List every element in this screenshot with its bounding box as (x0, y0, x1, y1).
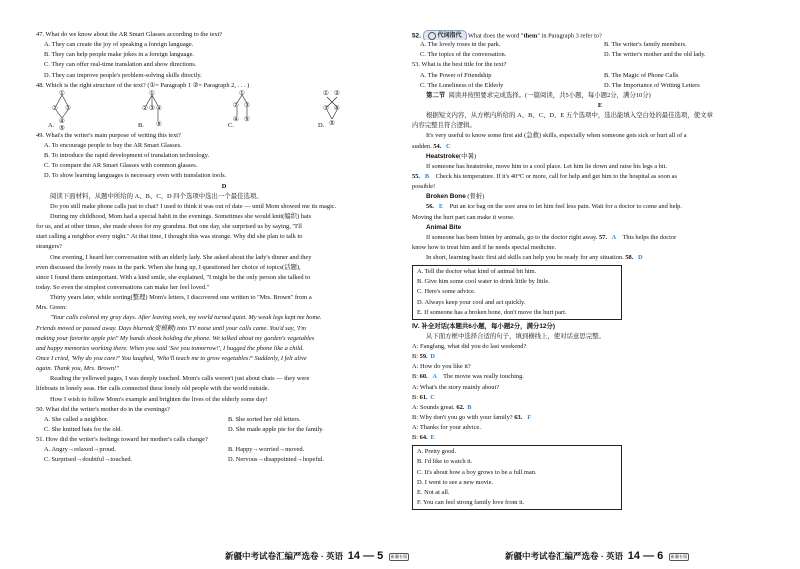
passage-e-text: Put an ice bag on the sore area to let him feel less pain. Wait for a doctor to come and help. (448, 203, 682, 211)
blank-56-number: 56. (426, 203, 434, 211)
passage-e-line: know how to treat him and if he needs special medicine. (412, 243, 556, 251)
section2-header (412, 91, 788, 101)
q53-option-c: C. The Loneliness of the Elderly (420, 81, 504, 89)
edition-stamp: 新疆专版 (390, 553, 408, 559)
footer-title: 新疆中考试卷汇编严选卷 · 英语 (505, 551, 624, 561)
q52-option-b: B. The writer's family members. (604, 41, 687, 49)
diagram-b-label: B. (138, 121, 144, 129)
passage-e-text: sudden. (412, 142, 434, 150)
q53-option-d: D. The Importance of Writing Letters (604, 81, 700, 89)
q53-option-b: B. The Magic of Phone Calls (604, 71, 679, 79)
q49-option-c: C. To compare the AR Smart Glasses with common glasses. (44, 162, 198, 170)
section2-directions: 根据短文内容，从方框内所给的 A、B、C、D、E 五个选项中，选出能填入空白处的最佳选项，使文章 (426, 112, 713, 120)
diagram-a-node: ⑤ (59, 124, 65, 132)
diagram-b-node: ④ (156, 104, 162, 112)
part4-title: Ⅳ. 补全对话(本题共6小题，每小题2分，满分12分) (412, 322, 555, 330)
subheading-animal-bite: Animal Bite (426, 223, 462, 231)
q47-option-b: B. They can help people make jokes in a foreign language. (44, 51, 195, 59)
diagram-c-node: ③ (244, 101, 250, 109)
passage-e-line (412, 142, 788, 152)
edition-stamp: 新疆专版 (670, 553, 688, 559)
blank-62-number: 62. (456, 403, 465, 411)
passage-e-line (412, 172, 788, 182)
letter-line: making your favorite apple pie!' My hands shook holding the phone. We talked about my garden's vegetables (36, 334, 315, 342)
q50-option-a: A. She called a neighbor. (44, 415, 109, 423)
right-page (412, 30, 788, 512)
dialogue-line: A: What's the story mainly about? (412, 383, 500, 391)
blank-64-number: 64. (419, 434, 428, 442)
q53-stem: 53. What is the best title for the text? (412, 61, 507, 69)
passage-e-line: possible! (412, 183, 436, 191)
speaker: B: (412, 393, 420, 401)
q50-option-c: C. She knitted hats for the old. (44, 425, 123, 433)
diagram-d-node: ⑤ (329, 119, 335, 127)
blank-62-answer: B (464, 403, 474, 413)
blank-56-answer: E (434, 202, 448, 212)
subheading-text: Heatstroke (426, 152, 460, 160)
diagram-b-node: ③ (149, 104, 155, 112)
diagram-a (48, 91, 138, 131)
diagram-c-node: ⑤ (244, 115, 250, 123)
passage-e-line (412, 253, 788, 263)
q51-option-b: B. Happy→worried→moved. (228, 446, 305, 454)
q51-option-a: A. Angry→relaxed→proud. (44, 446, 116, 454)
passage-e-line (412, 202, 788, 212)
footer-title: 新疆中考试卷汇编严选卷 · 英语 (225, 551, 344, 561)
passage-d-line: since I found them unimportant. With a kind smile, she explained, "I might be the only person she talked to (36, 273, 311, 281)
passage-d-line: One evening, I heard her conversation with an elderly lady. She asked about the lady's dinner and they (50, 253, 312, 261)
q52-option-d: D. The writer's mother and the old lady. (604, 51, 706, 59)
blank-58-answer: D (633, 253, 647, 263)
q49-option-b: B. To introduce the rapid development of translation technology. (44, 152, 210, 160)
diagram-b-node: ① (149, 89, 155, 97)
dialogue-line (412, 372, 788, 382)
q53-options-row (412, 81, 788, 91)
box-option: D. Always keep your cool and act quickly. (417, 298, 526, 306)
diagram-c-node: ① (239, 89, 245, 97)
footer-left (225, 550, 409, 562)
left-page (36, 30, 412, 465)
diagram-a-node: ② (52, 104, 58, 112)
dialogue-line (412, 403, 788, 413)
diagram-b (138, 91, 228, 131)
blank-63-number: 63. (514, 413, 523, 421)
section-d-letter: D (221, 182, 227, 190)
section2-instruction: 阅读并按照要求完成选择。(一篇阅读，共5小题，每小题2分，满分10分) (448, 91, 651, 99)
q50-options-row (36, 425, 412, 435)
q52-options-row (412, 50, 788, 60)
subheading-heatstroke (412, 152, 788, 162)
passage-e-text: In short, learning basic first aid skills can help you be ready for any situation. (426, 254, 626, 262)
diagram-c-lines (228, 91, 318, 131)
dialogue-line (412, 413, 788, 423)
diagram-d-node: ④ (334, 104, 340, 112)
blank-60-number: 60. (419, 373, 428, 381)
speaker: B: (412, 434, 420, 442)
subheading-gloss: (骨折) (467, 193, 485, 201)
passage-e-text: If someone has been bitten by animals, go to the doctor right away. (426, 233, 599, 241)
passage-e-line: If someone has heatstroke, move him to a cool place. Let him lie down and raise his legs a bit. (426, 162, 668, 170)
blank-55-answer: B (420, 172, 434, 182)
box-option: D. I went to see a new movie. (417, 478, 494, 486)
keyword: them (523, 32, 538, 40)
passage-e-line (412, 233, 788, 243)
passage-d-line: During my childhood, Mom had a special habit in the evenings. Sometimes she would knit(编织) hats (50, 212, 312, 220)
q52-option-a: A. The lovely roses in the park. (420, 41, 501, 49)
dialogue-text: B: Why don't you go with your family? (412, 413, 515, 421)
diagram-a-node: ④ (59, 117, 65, 125)
passage-d-line: Reading the yellowed pages, I was deeply touched. Mom's calls weren't just about chats — they were (50, 375, 310, 383)
part4-instruction: 从下面方框中选择合适的句子，填到横线上，使对话意思完整。 (426, 332, 605, 340)
q50-option-b: B. She sorted her old letters. (228, 415, 301, 423)
diagram-d (318, 91, 408, 131)
dialogue-line: A: Fangfang, what did you do last weekend? (412, 342, 527, 350)
page-number: 14 — 5 (347, 550, 384, 562)
diagram-d-node: ③ (323, 104, 329, 112)
diagram-a-node: ③ (65, 104, 71, 112)
dialogue-text: The movie was really touching. (441, 373, 524, 381)
box-option: B. I'd like to watch it. (417, 458, 473, 466)
section-e-letter: E (597, 101, 603, 109)
q52-stem-text: What does the word " (466, 32, 524, 40)
tag-label: 代词指代 (437, 33, 462, 39)
passage-e-line: It's very useful to know some first aid (急救) skills, especially when someone gets sick or hurt all of a (426, 132, 687, 140)
passage-e-text: This helps the doctor (620, 233, 677, 241)
blank-64-answer: E (428, 433, 438, 443)
q50-stem: 50. What did the writer's mother do in the evenings? (36, 405, 170, 413)
q52-stem-text: " in Paragraph 3 refer to? (537, 32, 602, 40)
blank-59-number: 59. (419, 353, 428, 361)
diagram-d-node: ① (323, 89, 329, 97)
q50-options-row (36, 415, 412, 425)
q49-stem: 49. What's the writer's main purpose of writing this text? (36, 131, 181, 139)
diagram-c (228, 91, 318, 131)
passage-d-line: strangers? (36, 243, 62, 251)
q52-stem (412, 30, 788, 40)
dialogue-line: A: How do you like it? (412, 363, 471, 371)
q53-option-a: A. The Power of Friendship (420, 71, 492, 79)
blank-59-answer: D (428, 352, 438, 362)
blank-57-answer: A (607, 233, 621, 243)
blank-61-answer: C (428, 393, 438, 403)
passage-d-line: today. So even the simplest conversations can make her feel loved." (36, 283, 210, 291)
dialogue-line (412, 433, 788, 443)
blank-58-number: 58. (625, 254, 634, 262)
tag-icon (428, 32, 436, 40)
subheading-broken-bone (412, 192, 788, 202)
blank-61-number: 61. (419, 393, 428, 401)
diagram-c-node: ④ (233, 115, 239, 123)
speaker: B: (412, 373, 420, 381)
subheading-text: Broken Bone (426, 193, 466, 201)
passage-d-line: Do you still make phone calls just to chat? I used to think it was out of date — until Mom showed me its magic. (50, 202, 337, 210)
passage-d-line: lifeboats in lonely seas. Her calls connected these lonely old people with the world outside. (36, 385, 270, 393)
q47-option-d: D. They can improve people's problem-solving skills directly. (44, 71, 202, 79)
passage-d-line: even discussed the lovely roses in the park. When she hung up, I questioned her choice of topics(话题), (36, 263, 301, 271)
q50-option-d: D. She made apple pie for the family. (228, 425, 324, 433)
passage-e-line: Moving the hurt part can make it worse. (412, 213, 515, 221)
letter-line: and happy memories working there. When you said 'See you tomorrow!', I hugged the phone like a child. (36, 344, 304, 352)
q51-option-d: D. Nervous→disappointed→hopeful. (228, 456, 325, 464)
subheading-gloss: (中暑) (459, 152, 477, 160)
letter-line: "Your calls colored my gray days. After leaving work, my world turned quiet. My weak legs kept me home. (50, 314, 322, 322)
box-option: E. Not at all. (417, 488, 450, 496)
options-box-e (412, 265, 622, 319)
blank-54-number: 54. (433, 142, 442, 150)
section2-label: 第二节 (426, 91, 446, 99)
box-option: B. Give him some cool water to drink little by little. (417, 278, 550, 286)
page-number: 14 — 6 (627, 550, 664, 562)
speaker: B: (412, 353, 420, 361)
box-option: A. Pretty good. (417, 448, 457, 456)
q47-stem: 47. What do we know about the AR Smart Glasses according to the text? (36, 31, 223, 38)
q48-stem: 48. Which is the right structure of the text? (①= Paragraph 1 ②= Paragraph 2, . . . ) (36, 81, 250, 89)
passage-d-line: Mrs. Green: (36, 304, 67, 312)
dialogue-line (412, 393, 788, 403)
letter-line: Friends moved or passed away. Days blurred(变模糊) into TV noise until your calls came. You'd say, 'I'm (36, 324, 306, 332)
q52-option-c: C. The topics of the conversation. (420, 51, 507, 59)
structure-diagrams (48, 91, 412, 131)
dialogue-text: A: Sounds great. (412, 403, 457, 411)
diagram-d-node: ② (334, 89, 340, 97)
blank-54-answer: C (441, 142, 455, 152)
dialogue-line: A: Thanks for your advice. (412, 424, 481, 432)
diagram-c-label: C. (228, 121, 234, 129)
section-d-instruction: 阅读下面材料，从题中所给的 A、B、C、D 四个选项中选出一个最佳选项。 (50, 192, 263, 200)
blank-60-answer: A (428, 372, 442, 382)
blank-63-answer: F (522, 413, 536, 423)
passage-e-text: Check his temperature. If it's 40°C or more, call for help and get him to the hospital as soon as (434, 172, 677, 180)
diagram-d-label: D. (318, 121, 325, 129)
q47-option-c: C. They can offer real-time translation and show directions. (44, 61, 197, 69)
letter-line: again. Thank you, Mrs. Brown!" (36, 365, 119, 373)
footer-right (505, 550, 689, 562)
letter-line: Once I cried, 'Why do you care?' You laughed, 'Who'll teach me to grow vegetables?' Suddenly, I felt alive (36, 354, 307, 362)
q51-options-row (36, 455, 412, 465)
q47-option-a: A. They can create the joy of speaking a foreign language. (44, 41, 194, 49)
q49-option-d: D. To show learning languages is necessary even with translation tools. (44, 172, 227, 180)
dialogue-line (412, 352, 788, 362)
q51-option-c: C. Surprised→doubtful→touched. (44, 456, 133, 464)
diagram-b-node: ② (142, 104, 148, 112)
topic-tag (423, 30, 467, 40)
q53-options-row (412, 71, 788, 81)
box-option: A. Tell the doctor what kind of animal bit him. (417, 268, 537, 276)
box-option: C. Here's some advice. (417, 288, 476, 296)
options-box-dialogue (412, 445, 622, 510)
passage-d-line: for us, and at other times, she made shoes for my grandma. But one day, she surprised us by saying, "I'll (36, 223, 302, 231)
q49-option-a: A. To encourage people to buy the AR Smart Glasses. (44, 141, 182, 149)
diagram-a-label: A. (48, 121, 55, 129)
section2-directions: 内容完整且符合逻辑。 (412, 122, 476, 130)
q52-options-row (412, 40, 788, 50)
box-option: E. If someone has a broken bone, don't move the hurt part. (417, 308, 567, 316)
blank-55-number: 55. (412, 172, 420, 180)
q51-options-row (36, 445, 412, 455)
passage-d-line: How I wish to follow Mom's example and brighten the lives of the elderly some day! (50, 395, 268, 403)
diagram-a-node: ① (59, 89, 65, 97)
passage-d-line: start calling a neighbor every night." At that time, I thought this was strange. Why did she plan to talk to (36, 233, 303, 241)
box-option: F. You can feel strong family love from it. (417, 498, 525, 506)
q52-number: 52. (412, 32, 421, 40)
blank-57-number: 57. (598, 233, 607, 241)
diagram-c-node: ② (233, 101, 239, 109)
diagram-b-node: ⑤ (156, 120, 162, 128)
box-option: C. It's about how a boy grows to be a full man. (417, 468, 537, 476)
q51-stem: 51. How did the writer's feelings toward her mother's calls change? (36, 436, 208, 444)
passage-d-line: Thirty years later, while sorting(整理) Mom's letters, I discovered one written to "Mrs. Brown" from a (50, 294, 312, 302)
